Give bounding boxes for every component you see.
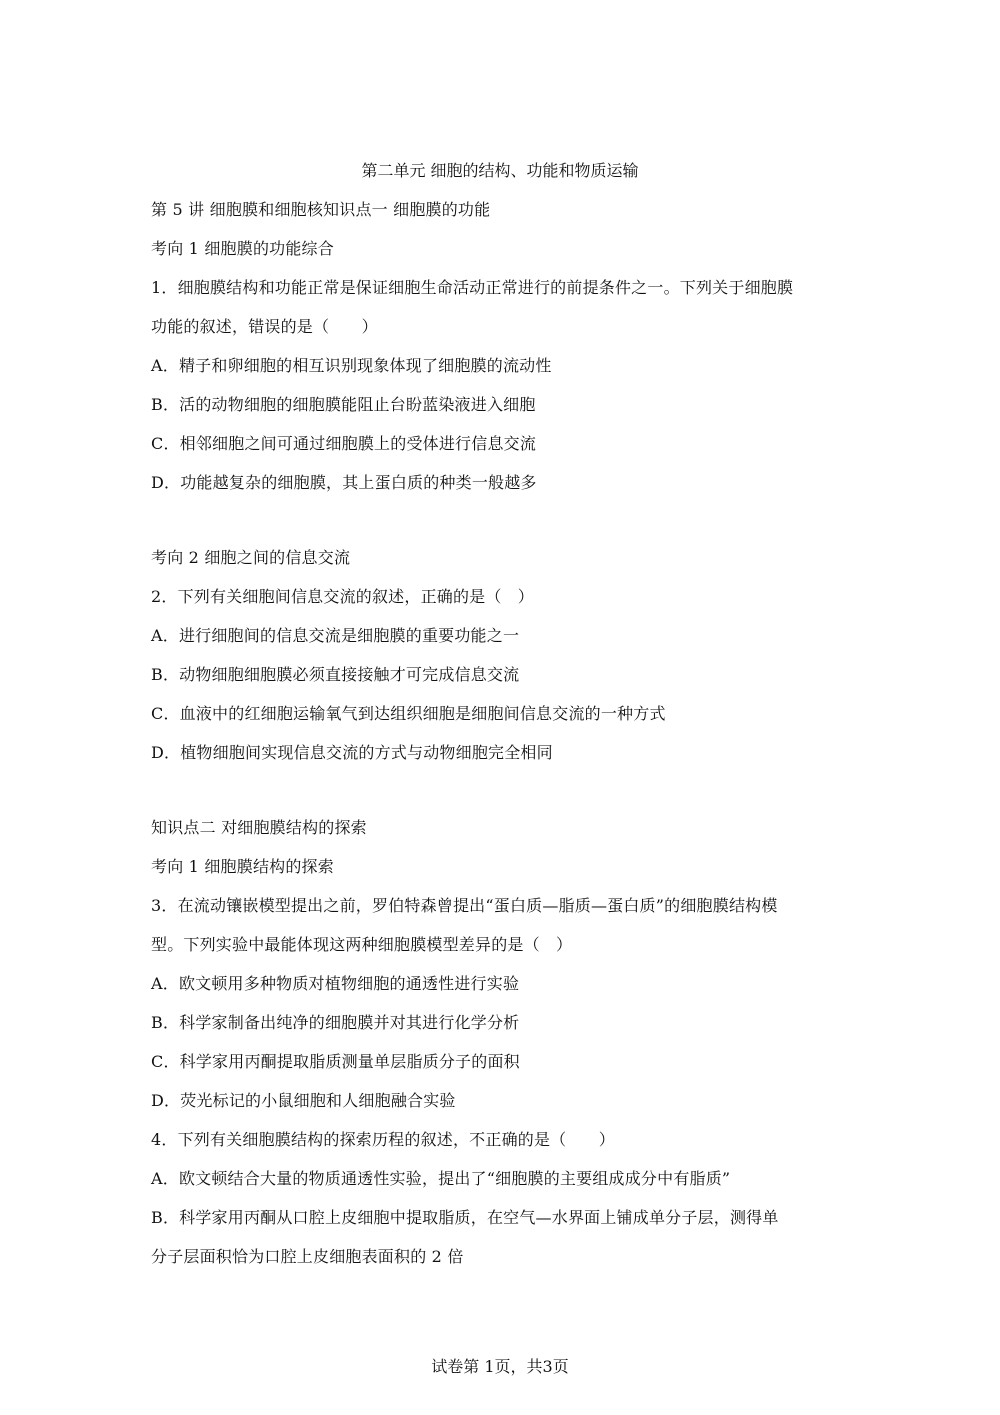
question-2-option-a: A．进行细胞间的信息交流是细胞膜的重要功能之一	[151, 626, 520, 645]
page-footer: 试卷第 1页，共3页	[431, 1357, 569, 1376]
question-1-option-b: B．活的动物细胞的细胞膜能阻止台盼蓝染液进入细胞	[151, 395, 536, 414]
question-1-option-a: A．精子和卵细胞的相互识别现象体现了细胞膜的流动性	[151, 356, 552, 375]
topic-heading-2: 考向 2 细胞之间的信息交流	[151, 548, 351, 567]
question-3-option-b: B．科学家制备出纯净的细胞膜并对其进行化学分析	[151, 1013, 520, 1032]
question-3-stem-line-2: 型。下列实验中最能体现这两种细胞膜模型差异的是（ ）	[151, 935, 573, 954]
question-3-option-a: A．欧文顿用多种物质对植物细胞的通透性进行实验	[151, 974, 520, 993]
question-1-stem-line-2: 功能的叙述，错误的是（ ）	[151, 317, 378, 336]
topic-heading-1: 考向 1 细胞膜的功能综合	[151, 239, 334, 258]
question-4-stem: 4．下列有关细胞膜结构的探索历程的叙述，不正确的是（ ）	[151, 1130, 615, 1149]
question-2-option-b: B．动物细胞细胞膜必须直接接触才可完成信息交流	[151, 665, 520, 684]
question-3-stem-line-1: 3．在流动镶嵌模型提出之前，罗伯特森曾提出“蛋白质—脂质—蛋白质”的细胞膜结构模	[151, 896, 778, 915]
question-3-option-d: D．荧光标记的小鼠细胞和人细胞融合实验	[151, 1091, 456, 1110]
question-1-stem-line-1: 1．细胞膜结构和功能正常是保证细胞生命活动正常进行的前提条件之一。下列关于细胞膜	[151, 278, 794, 297]
question-2-option-c: C．血液中的红细胞运输氧气到达组织细胞是细胞间信息交流的一种方式	[151, 704, 666, 723]
question-2-stem: 2．下列有关细胞间信息交流的叙述，正确的是（ ）	[151, 587, 534, 606]
question-4-option-b-line-1: B．科学家用丙酮从口腔上皮细胞中提取脂质，在空气—水界面上铺成单分子层，测得单	[151, 1208, 779, 1227]
unit-title: 第二单元 细胞的结构、功能和物质运输	[361, 161, 639, 180]
question-3-option-c: C．科学家用丙酮提取脂质测量单层脂质分子的面积	[151, 1052, 520, 1071]
lecture-heading: 第 5 讲 细胞膜和细胞核知识点一 细胞膜的功能	[151, 200, 491, 219]
question-1-option-d: D．功能越复杂的细胞膜，其上蛋白质的种类一般越多	[151, 473, 537, 492]
question-1-option-c: C．相邻细胞之间可通过细胞膜上的受体进行信息交流	[151, 434, 537, 453]
knowledge-point-heading-2: 知识点二 对细胞膜结构的探索	[151, 818, 367, 837]
topic-heading-3: 考向 1 细胞膜结构的探索	[151, 857, 334, 876]
question-4-option-a: A．欧文顿结合大量的物质通透性实验，提出了“细胞膜的主要组成成分中有脂质”	[151, 1169, 731, 1188]
question-2-option-d: D．植物细胞间实现信息交流的方式与动物细胞完全相同	[151, 743, 553, 762]
question-4-option-b-line-2: 分子层面积恰为口腔上皮细胞表面积的 2 倍	[151, 1247, 464, 1266]
